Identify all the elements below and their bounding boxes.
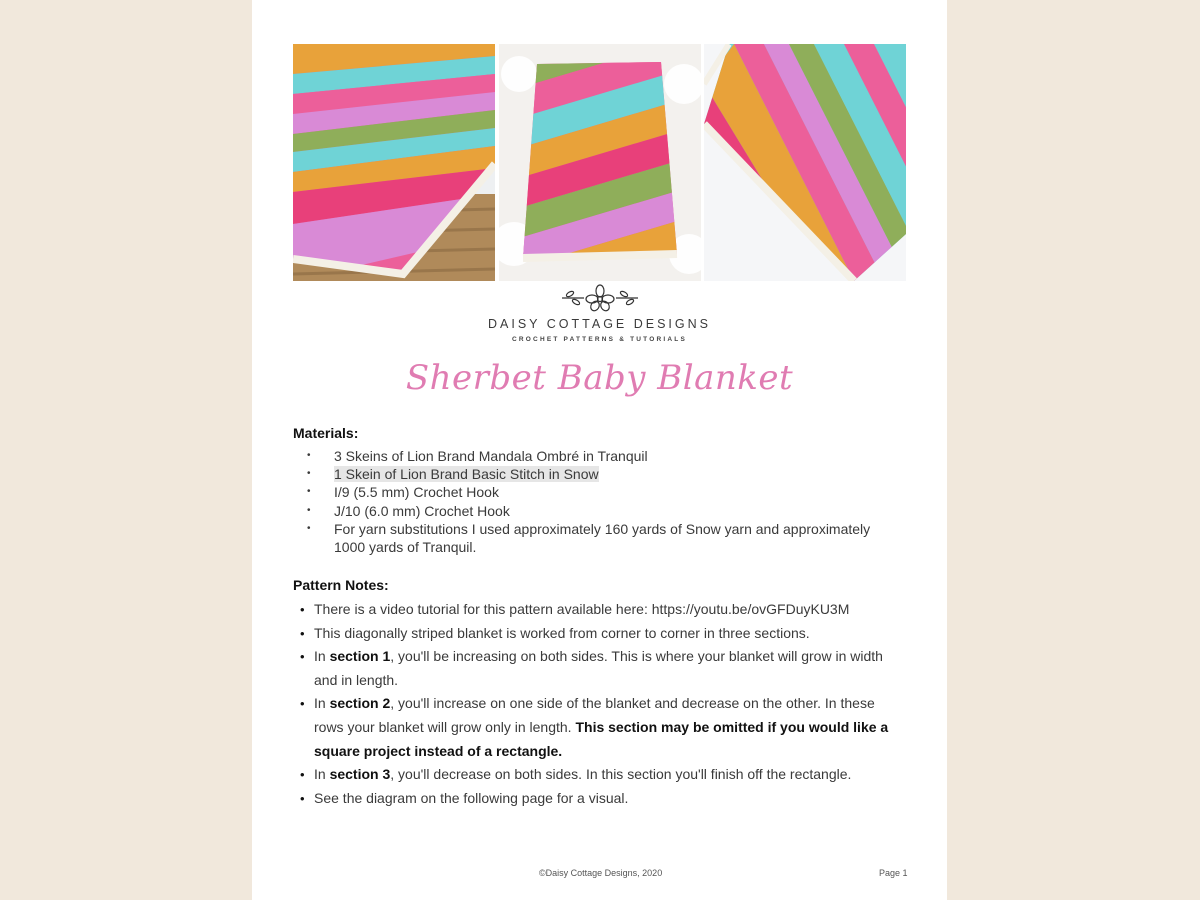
materials-heading: Materials: [293,425,359,441]
daisy-flower-icon [560,284,640,312]
pattern-title: Sherbet Baby Blanket [405,358,794,398]
list-item: • In section 3, you'll decrease on both sides. In this section you'll finish off the rectangle. [300,766,852,783]
pattern-notes-list [300,598,900,810]
list-item: • In section 1, you'll be increasing on both sides. This is where your blanket will grow in width and in length. [300,648,883,688]
brand-name: DAISY COTTAGE DESIGNS [488,317,711,331]
list-item: • See the diagram on the following page for a visual. [300,789,629,806]
list-item: • I/9 (5.5 mm) Crochet Hook [307,484,499,501]
video-link-text[interactable]: There is a video tutorial for this pattern available here: https://youtu.be/ovGFDuyKU3M [314,601,850,617]
list-item: • 1 Skein of Lion Brand Basic Stitch in Snow [307,466,599,483]
list-item: • For yarn substitutions I used approximately 160 yards of Snow yarn and approximately 1000 yards of Tranquil. [307,520,871,556]
photo-folded-blanket [499,44,701,281]
brand-tagline: CROCHET PATTERNS & TUTORIALS [512,336,687,343]
footer-copyright: ©Daisy Cottage Designs, 2020 [539,868,663,878]
highlighted-text[interactable]: 1 Skein of Lion Brand Basic Stitch in Snow [334,466,599,483]
page-number: Page 1 [879,868,908,878]
photo-strip [293,44,906,281]
list-item: • There is a video tutorial for this pattern available here: https://youtu.be/ovGFDuyKU3M [300,601,850,617]
list-item: • J/10 (6.0 mm) Crochet Hook [307,502,510,519]
document-page [252,0,947,900]
photo-draped-blanket [704,44,906,281]
list-item: • In section 2, you'll increase on one side of the blanket and decrease on the other. In these rows your blanket will grow only in length. This section may be omitted if you would like a square project instead of a rectangle. [300,695,889,759]
list-item: • 3 Skeins of Lion Brand Mandala Ombré in Tranquil [307,448,648,464]
pattern-notes-heading: Pattern Notes: [293,577,389,593]
brand-logo [252,284,947,312]
photo-blanket-on-basket [293,44,495,281]
list-item: • This diagonally striped blanket is worked from corner to corner in three sections. [300,624,810,641]
materials-list [293,447,893,556]
